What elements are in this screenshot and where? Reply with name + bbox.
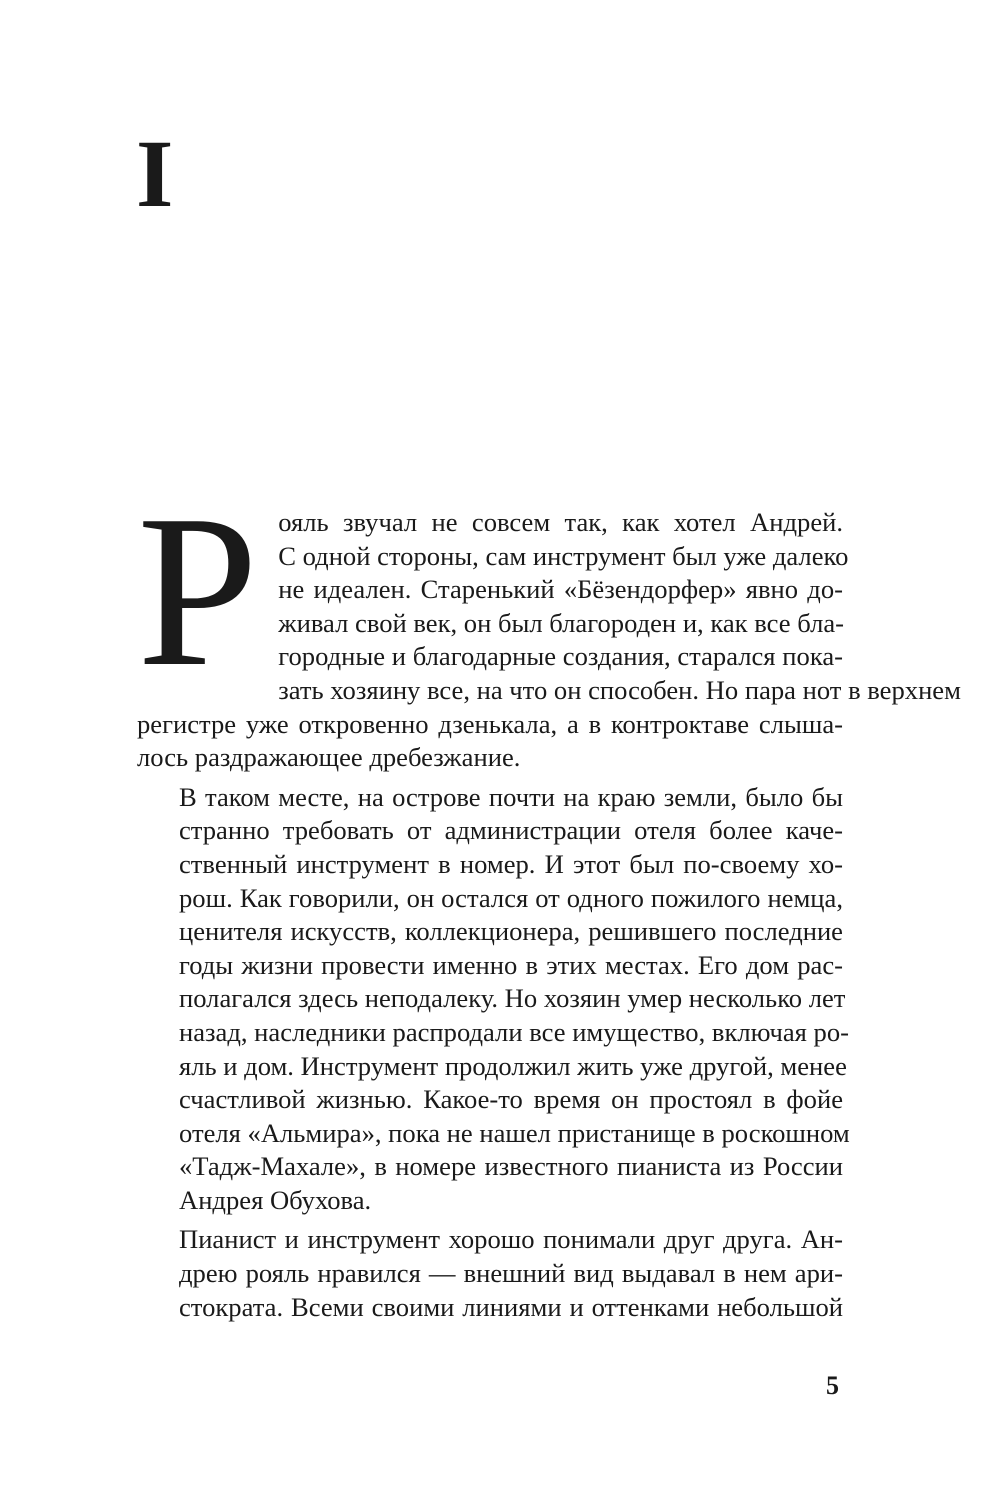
text-line: назад, наследники распродали все имущество, включая ро-	[179, 1016, 849, 1047]
text-line: ственный инструмент в номер. И этот был по-своему хо-	[179, 848, 843, 879]
drop-cap: Р	[137, 471, 259, 712]
text-line: Пианист и инструмент хорошо понимали друг друга. Ан-	[179, 1224, 843, 1255]
text-line: регистре уже откровенно дзенькала, а в контроктаве слыша-	[137, 708, 843, 739]
text-line: зать хозяину все, на что он способен. Но пара нот в верхнем	[278, 674, 961, 705]
paragraph-1	[137, 471, 961, 775]
text-line: дрею рояль нравился — внешний вид выдавал в нем ари-	[179, 1258, 843, 1289]
page-number: 5	[826, 1371, 839, 1400]
text-line: рош. Как говорили, он остался от одного пожилого немца,	[179, 882, 843, 913]
text-line: яль и дом. Инструмент продолжил жить уже другой, менее	[179, 1050, 847, 1081]
text-line: лось раздражающее дребезжание.	[137, 742, 521, 773]
text-line: счастливой жизнью. Какое-то время он простоял в фойе	[179, 1084, 843, 1115]
text-line: ценителя искусств, коллекционера, решившего последние	[179, 916, 843, 947]
text-line: Андрея Обухова.	[179, 1184, 372, 1215]
text-line: годы жизни провести именно в этих местах. Его дом рас-	[179, 949, 843, 980]
text-line: городные и благодарные создания, старался пока-	[278, 641, 843, 672]
body-text	[137, 471, 961, 1324]
text-line: ояль звучал не совсем так, как хотел Андрей.	[278, 507, 843, 537]
paragraph-2	[137, 781, 850, 1218]
text-line: С одной стороны, сам инструмент был уже далеко	[278, 540, 849, 571]
text-line: «Тадж-Махале», в номере известного пианиста из России	[179, 1151, 843, 1182]
text-line: стократа. Всеми своими линиями и оттенками небольшой	[179, 1291, 843, 1322]
text-line: странно требовать от администрации отеля более каче-	[179, 815, 843, 846]
paragraph-3	[137, 1223, 843, 1324]
text-line: отеля «Альмира», пока не нашел пристанище в роскошном	[179, 1117, 850, 1148]
text-line: живал свой век, он был благороден и, как все бла-	[278, 607, 845, 638]
text-line: В таком месте, на острове почти на краю земли, было бы	[179, 781, 843, 812]
chapter-numeral: I	[136, 120, 174, 227]
text-line: не идеален. Старенький «Бёзендорфер» явно до-	[278, 574, 843, 605]
text-line: полагался здесь неподалеку. Но хозяин умер несколько лет	[179, 983, 846, 1014]
